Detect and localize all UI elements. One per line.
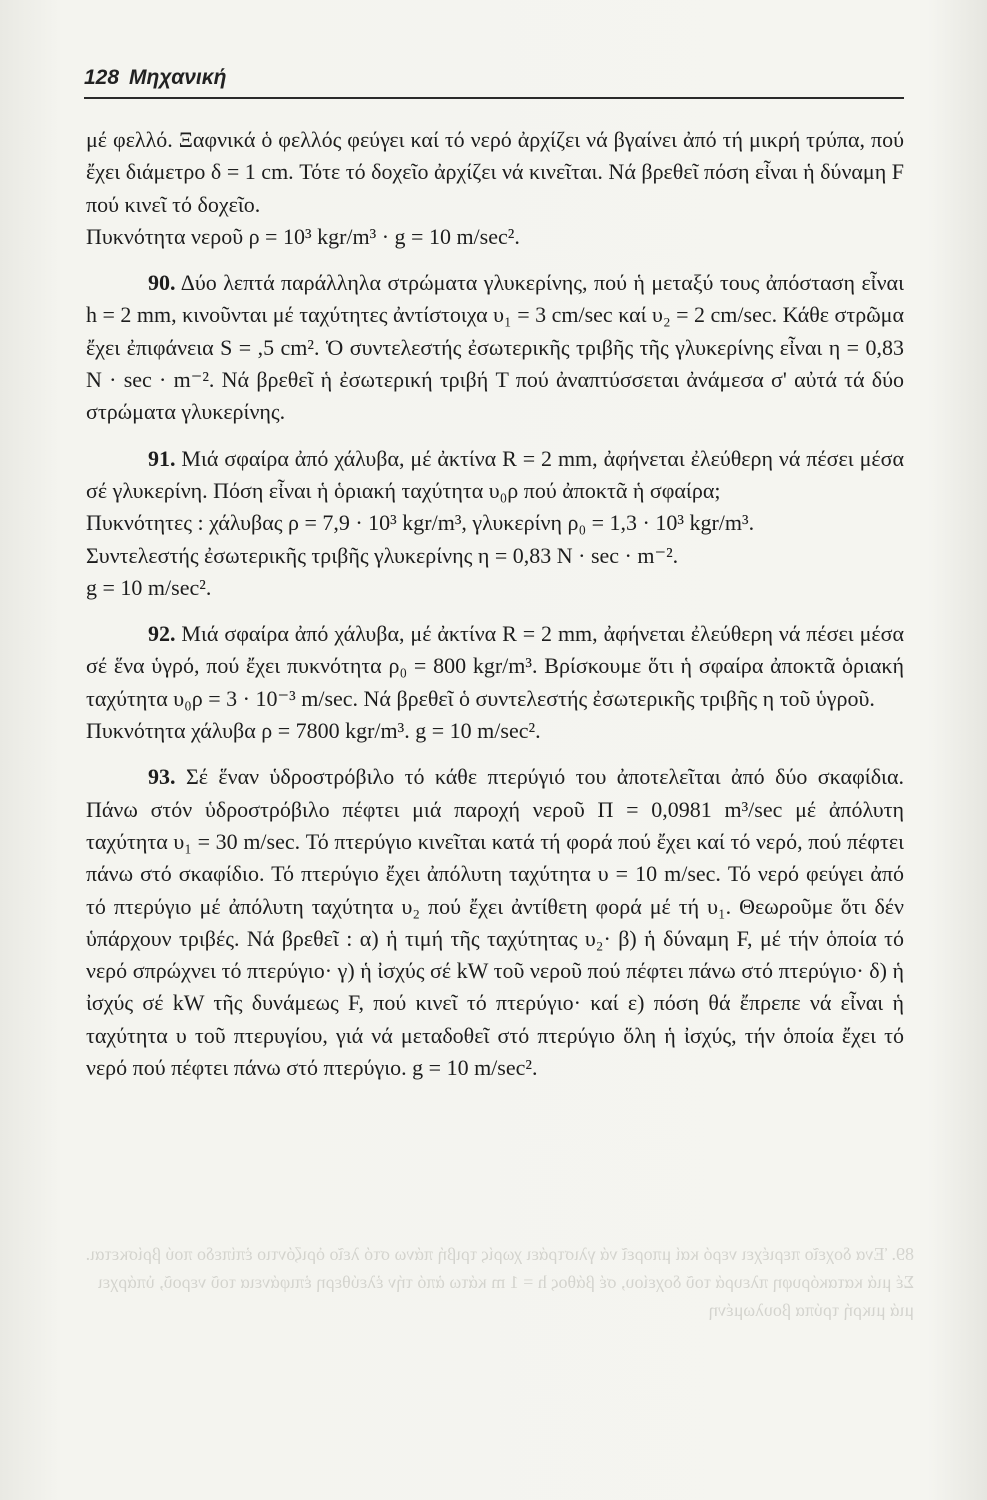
problem-number: 91. — [148, 445, 176, 471]
problem-data-line: Πυκνότητα χάλυβα ρ = 7800 kgr/m³. g = 10 m/sec². — [86, 718, 541, 744]
header-rule — [84, 97, 904, 99]
problem-text: Μιά σφαίρα ἀπό χάλυβα, μέ ἀκτίνα R = 2 mm, ἀφήνεται ἐλεύθερη νά πέσει μέσα σέ ἕνα ὑγρό, πού ἔχει πυκνότητα ρ₀ = 800 kgr/m³. Βρίσκουμε ὅτι ἡ σφαίρα ἀποκτᾶ ὁριακή ταχύτητα υ₀ρ = 3 · 10⁻³ m/sec. Νά βρεθεῖ ὁ συντελεστής ἐσωτερικῆς τριβῆς η τοῦ ὑγροῦ. — [86, 621, 904, 711]
bleed-through-text: 89. Ἑνα δοχεῖο περιέχει νερό καί μπορεῖ νά γλιστράει χωρίς τριβή πάνω στό λεῖο ὁριζόντιο ἐπίπεδο πού βρίσκεται. Σέ μιά κατακόρυφη πλευρά τοῦ δοχείου, σέ βάθος h = 1 m κάτω ἀπό τήν ἐλεύθερη ἐπιφάνεια τοῦ νεροῦ, ὑπάρχει μιά μικρή τρύπα βουλωμένη — [85, 1244, 914, 1320]
problem-91 — [86, 443, 904, 508]
problem-92 — [86, 618, 904, 715]
problem-number: 93. — [148, 764, 176, 790]
problem-data-line: Πυκνότητες : χάλυβας ρ = 7,9 · 10³ kgr/m³, γλυκερίνη ρ₀ = 1,3 · 10³ kgr/m³. — [86, 510, 755, 536]
problem-93 — [86, 761, 904, 1084]
problem-text: Μιά σφαίρα ἀπό χάλυβα, μέ ἀκτίνα R = 2 mm, ἀφήνεται ἐλεύθερη νά πέσει μέσα σέ γλυκερίνη. Πόση εἶναι ἡ ὁριακή ταχύτητα υ₀ρ πού ἀποκτᾶ ἡ σφαίρα; — [86, 445, 904, 503]
page-header — [84, 66, 904, 90]
problem-number: 92. — [148, 621, 176, 647]
problem-text: Δύο λεπτά παράλληλα στρώματα γλυκερίνης, πού ἡ μεταξύ τους ἀπόσταση εἶναι h = 2 mm, κινοῦνται μέ ταχύτητες ἀντίστοιχα υ₁ = 3 cm/sec καί υ₂ = 2 cm/sec. Κάθε στρῶμα ἔχει ἐπιφάνεια S = ,5 cm². Ὁ συντελεστής ἐσωτερικῆς τριβῆς τῆς γλυκερίνης εἶναι η = 0,83 N · sec · m⁻². Νά βρεθεῖ ἡ ἐσωτερική τριβή T πού ἀναπτύσσεται ἀνάμεσα σ' αὐτά τά δύο στρώματα γλυκερίνης. — [86, 270, 904, 425]
header-text — [84, 66, 904, 90]
problem-data-line: Συντελεστής ἐσωτερικῆς τριβῆς γλυκερίνης η = 0,83 N · sec · m⁻². — [86, 542, 679, 568]
continuation-data-line: Πυκνότητα νεροῦ ρ = 10³ kgr/m³ · g = 10 m/sec². — [86, 223, 520, 249]
problem-90 — [86, 267, 904, 428]
problem-text: Σέ ἕναν ὑδροστρόβιλο τό κάθε πτερύγιό του ἀποτελεῖται ἀπό δύο σκαφίδια. Πάνω στόν ὑδροστρόβιλο πέφτει μιά παροχή νεροῦ Π = 0,0981 m³/sec μέ ἀπόλυτη ταχύτητα υ₁ = 30 m/sec. Τό πτερύγιο κινεῖται κατά τή φορά πού ἔχει καί τό νερό, πού πέφτει πάνω στό σκαφίδιο. Τό πτερύγιο ἔχει ἀπόλυτη ταχύτητα υ = 10 m/sec. Τό νερό φεύγει ἀπό τό πτερύγιο μέ ἀπόλυτη ταχύτητα υ₂ πού ἔχει ἀντίθετη φορά μέ τή υ₁. Θεωροῦμε ὅτι δέν ὑπάρχουν τριβές. Νά βρεθεῖ : α) ἡ τιμή τῆς ταχύτητας υ₂· β) ἡ δύναμη F, μέ τήν ὁποία τό νερό σπρώχνει τό πτερύγιο· γ) ἡ ἰσχύς σέ kW τοῦ νεροῦ πού πέφτει πάνω στό πτερύγιο· δ) ἡ ἰσχύς σέ kW τῆς δυνάμεως F, πού κινεῖ τό πτερύγιο· καί ε) πόση θά ἔπρεπε νά εἶναι ἡ ταχύτητα υ τοῦ πτερυγίου, γιά νά μεταδοθεῖ στό πτερύγιο ὅλη ἡ ἰσχύς, τήν ὁποία ἔχει τό νερό πού πέφτει πάνω στό πτερύγιο. g = 10 m/sec². — [86, 764, 905, 1081]
page-body — [86, 124, 904, 1084]
running-title: Μηχανική — [129, 66, 227, 89]
page-number: 128 — [84, 66, 120, 89]
problem-data-line: g = 10 m/sec². — [86, 574, 212, 600]
problem-number: 90. — [148, 270, 176, 296]
continuation-paragraph: μέ φελλό. Ξαφνικά ὁ φελλός φεύγει καί τό νερό ἀρχίζει νά βγαίνει ἀπό τή μικρή τρύπα, πού ἔχει διάμετρο δ = 1 cm. Τότε τό δοχεῖο ἀρχίζει νά κινεῖται. Νά βρεθεῖ πόση εἶναι ἡ δύναμη F πού κινεῖ τό δοχεῖο. — [86, 127, 904, 217]
